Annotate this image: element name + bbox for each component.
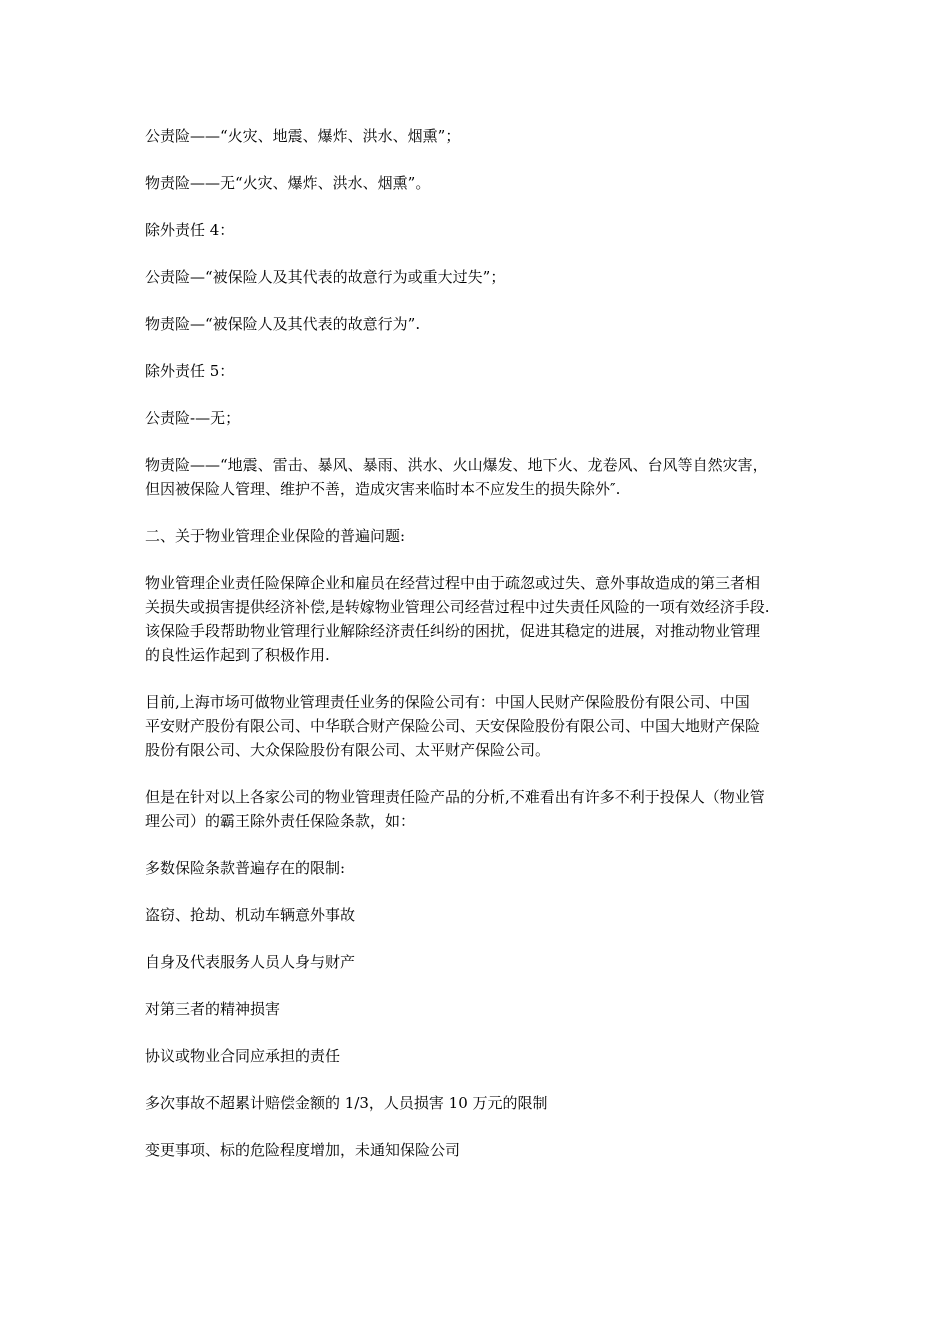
text-line: 公责险-—无； — [145, 409, 241, 427]
text-line: 平安财产股份有限公司、中华联合财产保险公司、天安保险股份有限公司、中国大地财产保险 — [145, 717, 761, 735]
text-line: 该保险手段帮助物业管理行业解除经济责任纠纷的困扰，促进其稳定的进展，对推动物业管理 — [145, 622, 761, 640]
paragraph — [145, 690, 815, 762]
paragraph — [145, 453, 815, 501]
paragraph — [145, 312, 815, 336]
paragraph — [145, 124, 815, 148]
paragraph — [145, 571, 815, 667]
text-line: 公责险——“火灾、地震、爆炸、洪水、烟熏”； — [145, 127, 461, 145]
list-item — [145, 1044, 815, 1068]
text-line: 除外责任 4： — [145, 221, 235, 239]
text-line: 公责险—“被保险人及其代表的故意行为或重大过失”； — [145, 268, 506, 286]
text-line: 协议或物业合同应承担的责任 — [145, 1047, 341, 1065]
text-line: 股份有限公司、大众保险股份有限公司、太平财产保险公司。 — [145, 741, 551, 759]
paragraph — [145, 406, 815, 430]
text-line: 多次事故不超累计赔偿金额的 1/3，人员损害 10 万元的限制 — [145, 1094, 548, 1112]
text-line: 除外责任 5： — [145, 362, 235, 380]
document-body — [145, 124, 815, 1185]
paragraph — [145, 785, 815, 833]
paragraph — [145, 359, 815, 383]
text-line: 对第三者的精神损害 — [145, 1000, 281, 1018]
paragraph — [145, 171, 815, 195]
list-item — [145, 950, 815, 974]
section-heading — [145, 524, 815, 548]
list-item — [145, 1091, 815, 1115]
text-line: 变更事项、标的危险程度增加，未通知保险公司 — [145, 1141, 461, 1159]
text-line: 物责险——无“火灾、爆炸、洪水、烟熏”。 — [145, 174, 431, 192]
text-line: 自身及代表服务人员人身与财产 — [145, 953, 356, 971]
text-line: 物责险——“地震、雷击、暴风、暴雨、洪水、火山爆发、地下火、龙卷风、台风等自然灾害， — [145, 456, 768, 474]
text-line: 二、关于物业管理企业保险的普遍问题: — [145, 527, 406, 545]
list-item — [145, 997, 815, 1021]
text-line: 但因被保险人管理、维护不善，造成灾害来临时本不应发生的损失除外″. — [145, 480, 621, 498]
text-line: 目前,上海市场可做物业管理责任业务的保险公司有：中国人民财产保险股份有限公司、中国 — [145, 693, 750, 711]
text-line: 物业管理企业责任险保障企业和雇员在经营过程中由于疏忽或过失、意外事故造成的第三者相 — [145, 574, 761, 592]
text-line: 关损失或损害提供经济补偿,是转嫁物业管理公司经营过程中过失责任风险的一项有效经济手段. — [145, 598, 770, 616]
text-line: 理公司）的霸王除外责任保险条款，如： — [145, 812, 416, 830]
list-item — [145, 1138, 815, 1162]
paragraph — [145, 218, 815, 242]
text-line: 的良性运作起到了积极作用. — [145, 646, 330, 664]
list-item — [145, 903, 815, 927]
paragraph — [145, 856, 815, 880]
text-line: 多数保险条款普遍存在的限制: — [145, 859, 346, 877]
text-line: 物责险—“被保险人及其代表的故意行为”. — [145, 315, 421, 333]
text-line: 盗窃、抢劫、机动车辆意外事故 — [145, 906, 356, 924]
text-line: 但是在针对以上各家公司的物业管理责任险产品的分析,不难看出有许多不利于投保人（物业管 — [145, 788, 765, 806]
paragraph — [145, 265, 815, 289]
